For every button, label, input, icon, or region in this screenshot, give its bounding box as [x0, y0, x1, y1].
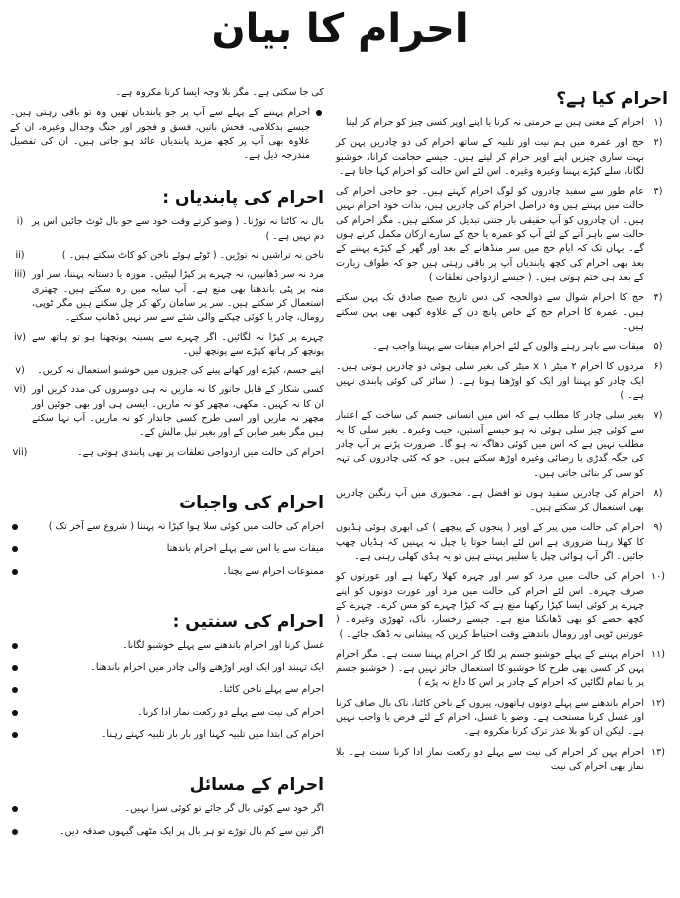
restriction-item [10, 446, 324, 460]
numbered-item [336, 291, 668, 334]
item-number: ۶) [653, 361, 663, 373]
restrictions-list [10, 215, 324, 459]
numbered-item [336, 746, 668, 775]
sunnahs-item [10, 661, 324, 675]
restriction-text: مرد نہ سر ڈھانپیں، نہ چہرے پر کپڑا لپیٹیں۔ موزہ یا دستانہ پہننا، سر اور منہ پر پٹی باندھنا بھی منع ہے۔ آپ سایہ میں رہ سکتے ہیں۔ چھتری استعمال کر سکتے ہیں۔ سر پر سامان رکھ کر چل سکتے ہیں مگر ٹوپی، رومال، چادر یا کوئی چپکنے والی شئے سے سر نہیں ڈھانپ سکتے۔ [32, 269, 324, 324]
restriction-item [10, 268, 324, 325]
item-number: ۱۰) [650, 571, 666, 583]
sunnahs-item-text: احرام کی ابتدا میں تلبیہ کہنا اور بار بار تلبیہ کہتے رہنا۔ [100, 729, 324, 741]
bullet-dot-icon [12, 524, 18, 530]
bullet-dot-icon [12, 806, 18, 812]
item-text: حج اور عمرہ میں ہم نیت اور تلبیہ کے ساتھ احرام کی دو چادریں پہن کر بہت ساری چیزیں اپنے اوپر حرام کر لیتے ہیں۔ جیسے حجامت کرانا، خوشبو لگانا، سلے کپڑے پہننا وغیرہ وغیرہ۔ اس لئے اس حالت کو احرام کہا جاتا ہے۔ [336, 137, 644, 177]
intro-bullet-text: احرام پہننے کے پہلے سے آپ پر جو پابندیاں تھیں وہ تو باقی رہتی ہیں۔ جیسے بدکلامی، فحش باتیں، فسق و فجور اور جنگ وجدال وغیرہ، ان کے علاوہ بھی آپ پر کچھ مزید پابندیاں عائد ہو جاتی ہیں۔ ان کی تفصیل مندرجہ ذیل ہے۔ [10, 107, 310, 162]
restriction-number: v) [15, 365, 25, 377]
item-number: ۱) [653, 117, 663, 128]
intro-bullet [10, 106, 324, 163]
bullet-dot-icon [12, 829, 18, 835]
bullet-dot-icon [12, 546, 18, 552]
numbered-item [336, 185, 668, 285]
obligations-item [10, 542, 324, 556]
item-text: حج کا احرام شوال سے ذوالحجہ کی دس تاریخ صبح صادق تک پہن سکتے ہیں۔ عمرہ کا احرام حج کے خاص پانچ دن کے علاوہ کبھی بھی پہن سکتے ہیں۔ [336, 292, 644, 332]
sunnahs-list [10, 639, 324, 742]
issues-heading: احرام کے مسائل [189, 775, 324, 796]
numbered-item [336, 648, 668, 691]
issues-list [10, 802, 324, 839]
restriction-number: iii) [14, 269, 26, 281]
issues-item-text: اگر تین سے کم بال توڑے تو ہر بال پر ایک مٹھی گیہوں صدقہ دیں۔ [59, 825, 324, 837]
item-text: بغیر سلی چادر کا مطلب ہے کہ اس میں انسانی جسم کی ساخت کے اعتبار سے کوئی چیز سلی ہوئی نہ ہو جیسے آستین، جیب وغیرہ۔ بغیر سلی کا یہ مطلب نہیں ہے کہ اس میں کوئی دھاگہ نہ ہو گا۔ ضرورت پڑنے پر آپ چادر کی جگہ گدڑی یا رضائی وغیرہ اوڑھ سکتے ہیں۔ جو کہ کئی چادروں کی تہہ کو سی کر بنائی جاتی ہیں۔ [336, 410, 644, 479]
numbered-item [336, 116, 668, 130]
bullet-dot-icon [12, 569, 18, 575]
obligations-item-text: احرام کی حالت میں کوئی سلا ہوا کپڑا نہ پہننا ( شروع سے آخر تک ) [48, 520, 324, 532]
right-items-list [336, 116, 668, 774]
bullet-dot-icon [12, 665, 18, 671]
restriction-item [10, 249, 324, 263]
item-text: احرام پہن کر احرام کی نیت سے پہلے دو رکعت نماز ادا کرنا سنت ہے۔ بلا نماز بھی احرام کی نیت [336, 746, 644, 772]
bullet-dot-icon [12, 710, 18, 716]
sunnahs-item-text: احرام کی نیت سے پہلے دو رکعت نماز ادا کرنا۔ [137, 706, 324, 718]
issues-item-text: اگر خود سے کوئی بال گر جائے تو کوئی سزا نہیں۔ [124, 803, 324, 815]
item-text: احرام کی حالت میں مرد کو سر اور چہرہ کھلا رکھنا ہے اور عورتوں کو صرف چہرہ۔ اس لئے احرام کی حالت میں مرد اور عورت دونوں کو اپنے چہرے پر کوئی ایسا کپڑا رکھنا منع ہے کہ کپڑا چہرے کو مس کرے۔ چہرے کے کچھ حصے کو بھی ڈھانکنا منع ہے۔ جیسے رخسار، ناک، ٹھوڑی وغیرہ۔ ( عورتیں ٹوپی اور رومال باندھتے وقت احتیاط کریں کہ پیشانی نہ ڈھک جائے۔ ) [336, 571, 644, 640]
numbered-item [336, 360, 668, 403]
restriction-item [10, 215, 324, 244]
sunnahs-item-text: احرام سے پہلے ناخن کاٹنا۔ [218, 684, 324, 696]
restriction-text: کسی شکار کے قابل جانور کا نہ ماریں نہ ہی دوسروں کی مدد کریں اور ان کا نہ کہیں۔ مکھی، مچھر کو نہ ماریں۔ ایسی ہی اور بھی جوئیں اور مچھر نہ ماریں اور اسی طرح کسی جاندار کو نہ ماریں۔ آپ نہا سکتے ہیں مگر بغیر صابن کے اور بغیر تیل مالش کے۔ [32, 384, 324, 439]
item-number: ۱۱) [650, 648, 666, 660]
item-number: ۲) [653, 137, 663, 149]
intro-text: کی جا سکتی ہے۔ مگر بلا وجہ ایسا کرنا مکروہ ہے۔ [115, 87, 324, 98]
numbered-item [336, 487, 668, 516]
restriction-number: vi) [13, 384, 27, 396]
sunnahs-item-text: غسل کرنا اور احرام باندھنے سے پہلے خوشبو لگانا۔ [122, 639, 324, 651]
sunnahs-item-text: ایک تہبند اور ایک اوپر اوڑھنے والی چادر میں احرام باندھنا۔ [90, 662, 324, 674]
numbered-item [336, 521, 668, 564]
sunnahs-heading: احرام کی سنتیں : [172, 611, 324, 632]
restriction-text: اپنے جسم، کپڑے اور کھانے پینے کی چیزوں میں خوشبو استعمال نہ کریں۔ [37, 365, 324, 377]
page-title: احرام کا بیان [211, 6, 469, 52]
item-number: ۴) [653, 292, 663, 304]
restriction-item [10, 364, 324, 378]
item-number: ۱۲) [650, 697, 666, 709]
numbered-item [336, 570, 668, 641]
item-number: ۳) [653, 186, 663, 198]
restriction-item [10, 331, 324, 360]
item-number: ۵) [653, 341, 663, 353]
item-number: ۷) [653, 410, 663, 422]
restriction-item [10, 383, 324, 440]
item-number: ۹) [653, 522, 663, 534]
bullet-dot-icon [12, 732, 18, 738]
restriction-number: vii) [12, 446, 28, 458]
obligations-heading: احرام کی واجبات [179, 492, 324, 513]
obligations-item-text: ممنوعات احرام سے بچنا۔ [222, 565, 324, 577]
item-text: احرام کی حالت میں پیر کے اوپر ( پنجوں کے پیچھے ) کی ابھری ہوئی ہڈیوں کا کھلا رہنا ضروری ہے اس لئے ایسا جوتا یا چپل نہ پہنیں کہ ہڈیاں چھپ جائیں۔ اگر آپ ہوائی چپل یا سلیپر پہنتے ہیں تو یہ ہڈی کھلی رہتی ہے۔ [336, 522, 644, 563]
item-text: احرام کی چادریں سفید ہوں تو افضل ہے۔ مجبوری میں آپ رنگین چادریں بھی استعمال کر سکتے ہیں۔ [336, 487, 644, 514]
restriction-text: چہرے پر کپڑا نہ لگائیں۔ اگر چہرے سے پسینہ پونچھنا ہو تو ہاتھ سے پونچھ کر ہاتھ کپڑے سے پونچھ لیں۔ [32, 331, 324, 357]
what-is-ihram-heading: احرام کیا ہے؟ [556, 89, 668, 109]
issues-item [10, 825, 324, 839]
restriction-number: iv) [13, 331, 27, 343]
numbered-item [336, 409, 668, 480]
item-text: مردوں کا احرام ۲ میٹر x ۱ میٹر کی بغیر سلی ہوئی دو چادریں ہوتی ہیں۔ ایک چادر کو پہننا اور ایک کو اوڑھنا ہوتا ہے۔ ( سائز کی کوئی پابندی نہیں ہے۔ ) [336, 361, 644, 402]
item-number: ۱۳) [650, 746, 666, 758]
restriction-number: ii) [15, 250, 25, 262]
bullet-dot-icon [12, 687, 18, 693]
right-column [336, 86, 668, 780]
restrictions-heading: احرام کی پابندیاں : [162, 188, 324, 209]
item-number: ۸) [653, 487, 663, 499]
restriction-text: احرام کی حالت میں ازدواجی تعلقات پر بھی پابندی ہوتی ہے۔ [76, 446, 324, 458]
item-text: احرام پہننے کے پہلے خوشبو جسم پر لگا کر احرام پہننا سنت ہے۔ مگر احرام پہن کر کسی بھی طرح کا خوشبو کا استعمال جائز نہیں ہے۔ ( خوشبو جسم پر یا تمام لگائیں کہ احرام کے چادر پر اس کا داغ نہ پڑے ) [336, 648, 644, 689]
obligations-item [10, 565, 324, 579]
issues-item [10, 802, 324, 816]
sunnahs-item [10, 728, 324, 742]
restriction-text: بال نہ کاٹنا نہ توڑنا۔ ( وضو کرتے وقت خود سے جو بال ٹوٹ جائیں اس پر دم نہیں ہے۔ ) [32, 216, 324, 242]
left-column [10, 86, 324, 847]
numbered-item [336, 697, 668, 740]
item-text: عام طور سے سفید چادروں کو لوگ احرام کہتے ہیں۔ جو حاجی احرام کی حالت میں پہنتے ہیں وہ دراصل احرام کی چادریں ہیں، بذات خود احرام نہیں ہیں۔ ان چادروں کو آپ حقیقی بار جتنی تبدیل کر سکتے ہیں۔ مگر احرام کی حالت سے باہر آنے کے لئے آپ کو عمرہ یا حج کے سارے ارکان مکمل کرنے ہوں گے۔ یہاں تک کہ ایام حج میں سر منڈھانے کے بعد اور گھر کے کپڑے پہننے کے بعد بھی احرام کی کچھ پابندیاں آپ پر باقی رہتی ہیں جو کہ طواف زیارت کے بعد ہی ختم ہوتی ہیں۔ ( جیسے ازدواجی تعلقات ) [336, 186, 644, 283]
numbered-item [336, 340, 668, 354]
obligations-item [10, 520, 324, 534]
sunnahs-item [10, 683, 324, 697]
obligations-list [10, 520, 324, 579]
item-text: احرام باندھنے سے پہلے دونوں ہاتھوں، پیروں کے ناخن کاٹنا، ناک بال صاف کرنا اور غسل کرنا مستحب ہے۔ وضو یا غسل، احرام کے لئے فرض یا واجب نہیں ہے۔ لیکن ان کو بلا عذر ترک کرنا مکروہ ہے۔ [336, 697, 644, 738]
restriction-number: i) [16, 216, 24, 228]
item-text: میقات سے باہر رہنے والوں کے لئے احرام میقات سے پہننا واجب ہے۔ [372, 341, 644, 353]
obligations-item-text: میقات سے یا اس سے پہلے احرام باندھنا [166, 543, 324, 555]
bullet-dot-icon [316, 110, 322, 116]
bullet-dot-icon [12, 643, 18, 649]
item-text: احرام کے معنی ہیں بے حرمتی نہ کرنا یا اپنے اوپر کسی چیز کو حرام کر لینا [345, 117, 644, 128]
sunnahs-item [10, 639, 324, 653]
numbered-item [336, 136, 668, 179]
sunnahs-item [10, 706, 324, 720]
restriction-text: ناخن نہ تراشیں نہ توڑیں۔ ( ٹوٹے ہوئے ناخن کو کاٹ سکتے ہیں۔ ) [61, 250, 324, 262]
